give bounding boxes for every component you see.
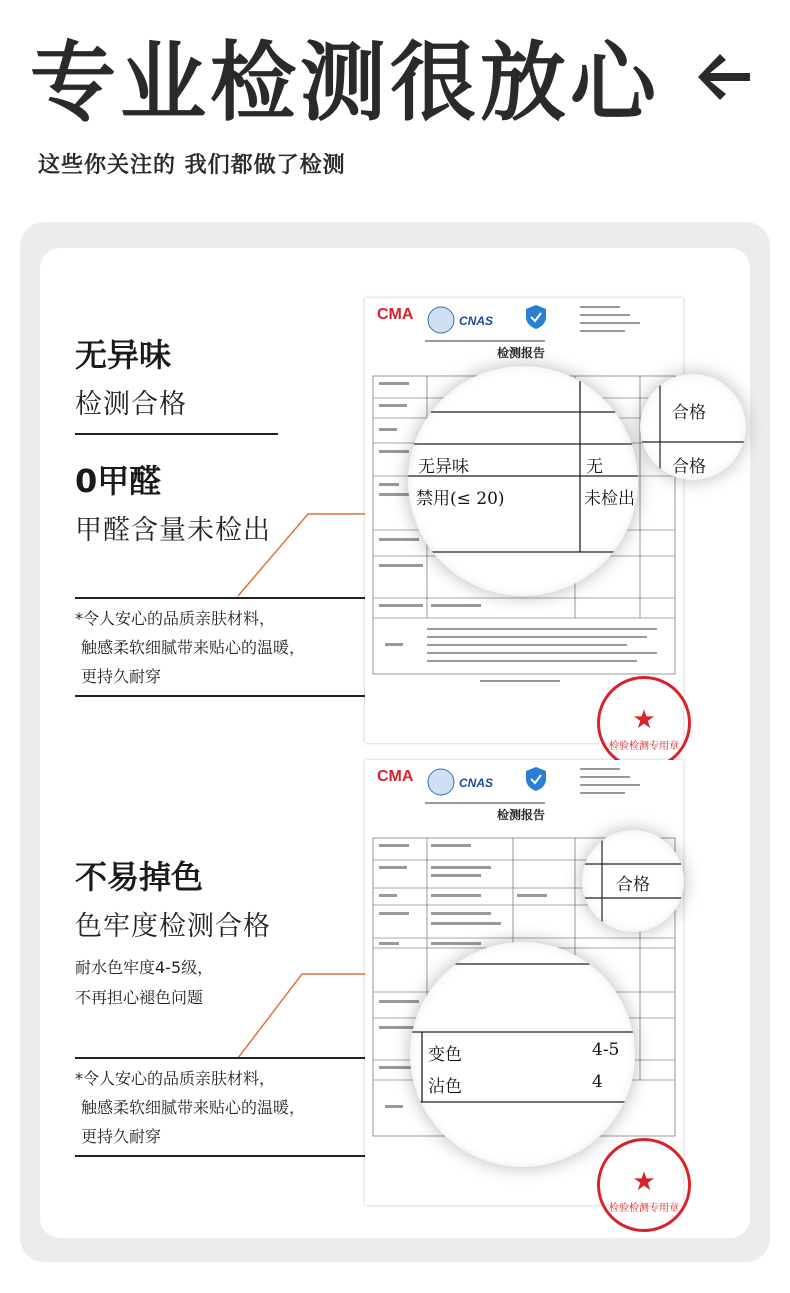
divider — [75, 1155, 365, 1157]
star-icon: ★ — [632, 705, 656, 735]
arrow-left-icon[interactable] — [690, 50, 754, 104]
cma-logo: CMA — [377, 306, 414, 323]
magnifier-lens: 变色 4-5 沾色 4 — [410, 942, 635, 1167]
feature-note: *令人安心的品质亲肤材料， 触感柔软细腻带来贴心的温暖， 更持久耐穿 — [75, 1069, 306, 1146]
feature-subtitle-colorfast: 色牢度检测合格 — [75, 911, 271, 942]
cnas-logo: CNAS — [459, 776, 494, 790]
ilac-logo-icon — [427, 306, 455, 334]
cma-logo: CMA — [377, 768, 414, 785]
page-subtitle: 这些你关注的 我们都做了检测 — [38, 153, 346, 178]
feature-title-odor: 无异味 — [75, 336, 172, 374]
shield-check-icon — [525, 304, 547, 330]
divider — [75, 597, 365, 599]
shield-check-icon — [525, 766, 547, 792]
report-title: 检测报告 — [497, 808, 546, 822]
feature-title-colorfast: 不易掉色 — [75, 858, 204, 896]
official-stamp: ★ 检验检测专用章 — [597, 1138, 691, 1232]
star-icon: ★ — [632, 1167, 656, 1197]
feature-subtitle-formaldehyde: 甲醛含量未检出 — [75, 515, 271, 546]
feature-detail: 耐水色牢度4-5级， 不再担心褪色问题 — [75, 958, 214, 1007]
ilac-logo-icon — [427, 768, 455, 796]
cnas-logo: CNAS — [459, 314, 494, 328]
divider — [75, 1057, 365, 1059]
divider — [75, 695, 365, 697]
page-title: 专业检测很放心 — [30, 33, 660, 133]
official-stamp: ★ 检验检测专用章 — [597, 676, 691, 770]
feature-note: *令人安心的品质亲肤材料， 触感柔软细腻带来贴心的温暖， 更持久耐穿 — [75, 609, 306, 686]
feature-title-formaldehyde: 0甲醛 — [75, 462, 162, 500]
magnifier-lens-small: 合格 — [582, 830, 684, 932]
magnifier-lens: 无异味 无 禁用(≤ 20) 未检出 — [408, 366, 638, 596]
report-title: 检测报告 — [497, 346, 546, 360]
magnifier-lens-small: 合格 合格 — [640, 374, 746, 480]
divider — [75, 433, 278, 435]
feature-subtitle-odor: 检测合格 — [75, 389, 187, 420]
